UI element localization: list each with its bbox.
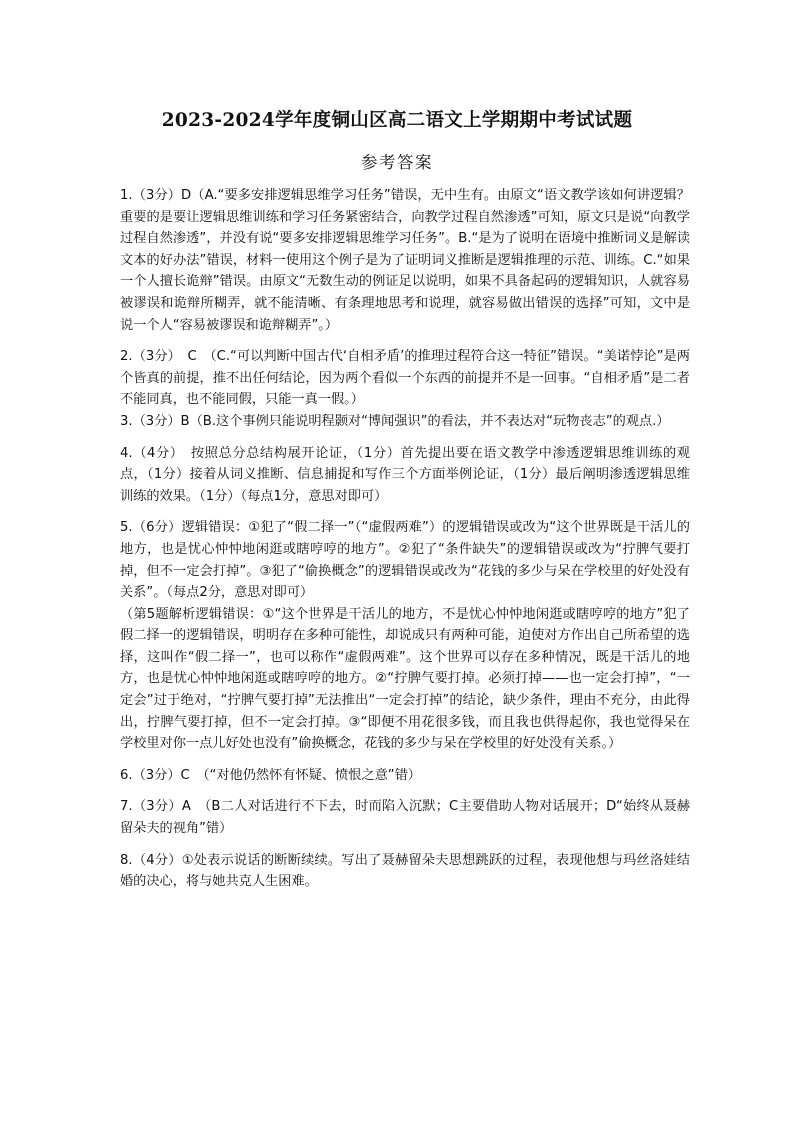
answer-5: 5.（6分）逻辑错误：①犯了“假二择一”（“虚假两难”）的逻辑错误或改为“这个世界既是干活儿的地方，也是忧心忡忡地闲逛或瞎哼哼的地方”。②犯了“条件缺失”的逻辑错误或改为“拧脾气要打掉，但不一定会打掉”。③犯了“偷换概念”的逻辑错误或改为“花钱的多少与呆在学校里的好处没有关系”。（每点2分，意思对即可）: [120, 520, 690, 601]
answer-6: 6.（3分）C （“对他仍然怀有怀疑、愤恨之意”错）: [120, 767, 421, 783]
document-title: 2023-2024学年度铜山区高二语文上学期期中考试试题: [161, 110, 633, 131]
answer-7: 7.（3分）A （B二人对话进行不下去，时而陷入沉默；C主要借助人物对话展开；D“始终从聂赫留朵夫的视角”错）: [120, 799, 690, 837]
answer-3: 3.（3分）B（B.这个事例只能说明程颢对“博闻强识”的看法，并不表达对“玩物丧志”的观点.）: [120, 413, 670, 429]
answer-4: 4.（4分） 按照总分总结构展开论证，（1分）首先提出要在语文教学中渗透逻辑思维训练的观点，（1分）接着从词义推断、信息捕捉和写作三个方面举例论证，（1分）最后阐明渗透逻辑思维训练的效果。（1分）（每点1分，意思对即可）: [120, 445, 690, 504]
answer-8: 8.（4分）①处表示说话的断断续续。写出了聂赫留朵夫思想跳跃的过程，表现他想与玛丝洛娃结婚的决心，将与她共克人生困难。: [120, 852, 690, 890]
answer-1: 1.（3分）D（A.“要多安排逻辑思维学习任务”错误，无中生有。由原文“语文教学该如何讲逻辑？重要的是要让逻辑思维训练和学习任务紧密结合，向教学过程自然渗透”可知，原文只是说“向教学过程自然渗透”，并没有说“要多安排逻辑思维学习任务”。B.“是为了说明在语境中推断词义是解读文本的好办法”错误，材料一使用这个例子是为了证明词义推断是逻辑推理的示范、训练。C.“如果一个人擅长诡辩”错误。由原文“无数生动的例证足以说明，如果不具备起码的逻辑知识，人就容易被谬误和诡辩所糊弄，就不能清晰、有条理地思考和说理，就容易做出错误的选择”可知，文中是说一个人“容易被谬误和诡辩糊弄”。）: [120, 188, 690, 333]
answer-5-analysis: （第5题解析逻辑错误：①“这个世界是干活儿的地方，不是忧心忡忡地闲逛或瞎哼哼的地方”犯了假二择一的逻辑错误，明明存在多种可能性，却说成只有两种可能，迫使对方作出自己所希望的选择，这叫作“假二择一”，也可以称作“虚假两难”。这个世界可以存在多种情况，既是干活儿的地方，也是忧心忡忡地闲逛或瞎哼哼的地方。②“拧脾气要打掉。必须打掉——也一定会打掉”，“一定会”过于绝对，“拧脾气要打掉”无法推出“一定会打掉”的结论，缺少条件，理由不充分，由此得出，拧脾气要打掉，但不一定会打掉。③“即便不用花很多钱，而且我也供得起你，我也觉得呆在学校里对你一点儿好处也没有”偷换概念，花钱的多少与呆在学校里的好处没有关系。）: [120, 606, 690, 752]
answer-2: 2.（3分） C （C.“可以判断中国古代‘自相矛盾’的推理过程符合这一特征”错误。“美诺悖论”是两个皆真的前提，推不出任何结论，因为两个看似一个东西的前提并不是一回事。“自相矛盾”是二者不能同真，也不能同假，只能一真一假。）: [120, 349, 690, 408]
document-subtitle: 参考答案: [361, 153, 433, 172]
answer-list: [120, 185, 690, 903]
